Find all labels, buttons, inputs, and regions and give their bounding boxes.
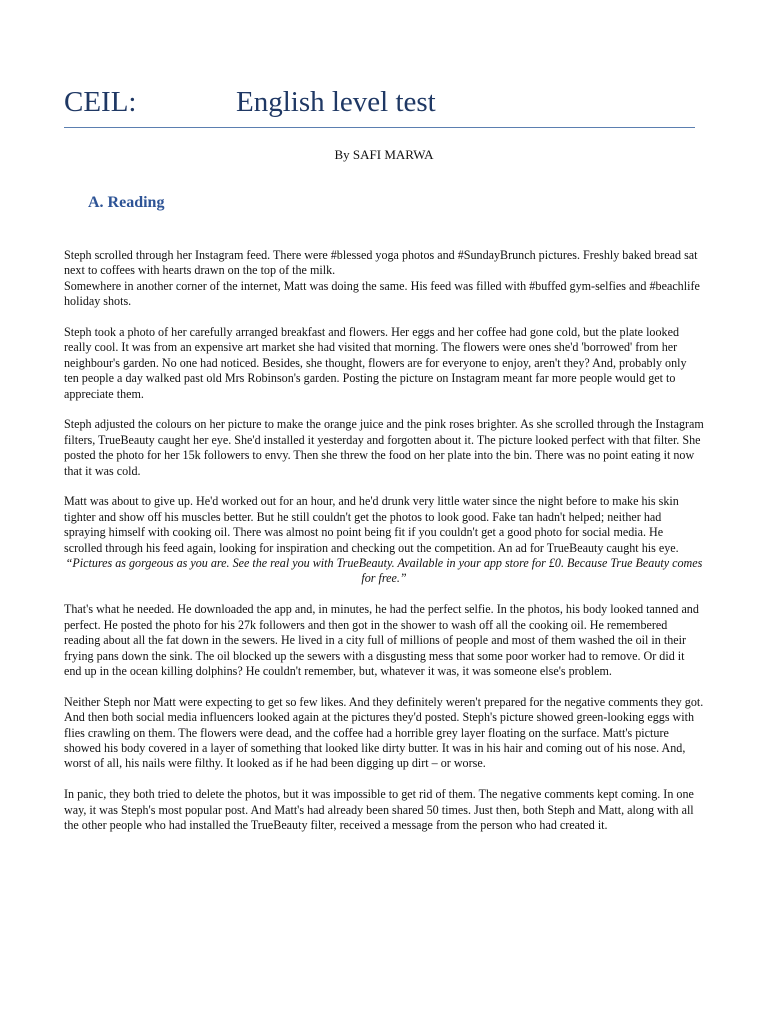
paragraph: Steph adjusted the colours on her picture to make the orange juice and the pink roses brighter. As she scrolled through the Instagram filters, TrueBeauty caught her eye. She'd installed it yesterday and forgotten about it. The picture looked perfect with that filter. She posted the photo for her 15k followers to envy. Then she threw the food on her plate into the bin. There was no point eating it now that it was cold.: [64, 417, 704, 478]
paragraph: Matt was about to give up. He'd worked out for an hour, and he'd drunk very little water since the night before to make his skin tighter and show off his muscles better. But he still couldn't get the photos to look good. Fake tan hadn't helped; neither had spraying himself with cooking oil. There was almost no point being fit if you couldn't get a good photo for social media. He scrolled through his feed again, looking for inspiration and checking out the competition. An ad for TrueBeauty caught his eye.: [64, 494, 679, 555]
reading-text: [64, 248, 704, 849]
author-byline: By SAFI MARWA: [334, 147, 434, 162]
section-heading: A. Reading: [88, 194, 165, 211]
advertisement-quote: “Pictures as gorgeous as you are. See the real you with TrueBeauty. Available in your app store for £0. Because True Beauty comes for free.”: [65, 556, 703, 586]
title-text: English level test: [236, 86, 436, 118]
title-divider: [64, 127, 695, 128]
paragraph: Steph took a photo of her carefully arranged breakfast and flowers. Her eggs and her coffee had gone cold, but the plate looked really cool. It was from an expensive art market she had visited that morning. The flowers were ones she'd 'borrowed' from her neighbour's garden. No one had noticed. Besides, she thought, flowers are for everyone to enjoy, aren't they? And, probably only ten people a day walked past old Mrs Robinson's garden. Posting the picture on Instagram meant far more people would get to appreciate them.: [64, 325, 687, 401]
title-org: CEIL:: [64, 86, 137, 118]
paragraph: In panic, they both tried to delete the photos, but it was impossible to get rid of them. The negative comments kept coming. In one way, it was Steph's most popular post. And Matt's had already been shared 50 times. Just then, both Steph and Matt, along with all the other people who had installed the TrueBeauty filter, received a message from the person who had created it.: [64, 787, 694, 832]
paragraph: That's what he needed. He downloaded the app and, in minutes, he had the perfect selfie. In the photos, his body looked tanned and perfect. He posted the photo for his 27k followers and then got in the shower to wash off all the cooking oil. He remembered reading about all the fat down in the sewers. He lived in a city full of millions of people and most of them washed the oil in their frying pans down the sink. The oil blocked up the sewers with a disgusting mess that some poor worker had to remove. Or did it end up in the ocean killing dolphins? He couldn't remember, but, whatever it was, it was someone else's problem.: [64, 602, 699, 678]
paragraph: Neither Steph nor Matt were expecting to get so few likes. And they definitely weren't prepared for the negative comments they got. And then both social media influencers looked again at the pictures they'd posted. Steph's picture showed green-looking eggs with flies crawling on them. The flowers were dead, and the coffee had a horrible grey layer floating on the surface. Matt's picture showed his body covered in a layer of something that looked like dirty butter. It was in his hair and coming out of his nose. And, worst of all, his nails were filthy. It looked as if he had been digging up dirt – or worse.: [64, 694, 704, 771]
document-title: [64, 86, 696, 126]
paragraph: Steph scrolled through her Instagram feed. There were #blessed yoga photos and #SundayBrunch pictures. Freshly baked bread sat next to coffees with hearts drawn on the top of the milk.: [64, 248, 698, 278]
paragraph: Somewhere in another corner of the internet, Matt was doing the same. His feed was filled with #buffed gym-selfies and #beachlife holiday shots.: [64, 278, 700, 309]
